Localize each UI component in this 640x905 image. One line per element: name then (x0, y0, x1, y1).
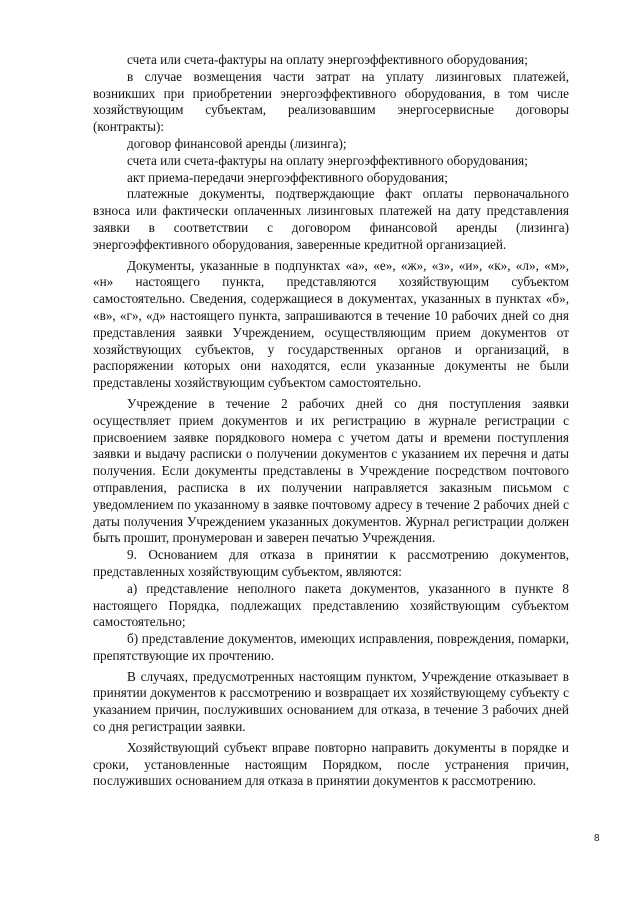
page-number: 8 (594, 833, 600, 844)
paragraph-5: акт приема-передачи энергоэффективного оборудования; (127, 169, 448, 185)
paragraph-2: в случае возмещения части затрат на уплату лизинговых платежей, возникших при приобретении энергоэффективного оборудования, в том числе хозяйствующим субъектам, реализовавшим энергосервисные договоры (контракты): (93, 68, 569, 135)
paragraph-6: платежные документы, подтверждающие факт оплаты первоначального взноса или фактически оплаченных лизинговых платежей на дату представления заявки в соответствии с договором финансовой аренды (лизинга) энергоэффективного оборудования, заверенные кредитной организацией. (93, 186, 569, 252)
paragraph-11: б) представление документов, имеющих исправления, повреждения, помарки, препятствующие их прочтению. (93, 631, 569, 663)
paragraph-12: В случаях, предусмотренных настоящим пунктом, Учреждение отказывает в принятии документов к рассмотрению и возвращает их хозяйствующему субъекту с указанием причин, послуживших основанием для отказа, в течение 3 рабочих дней со дня регистрации заявки. (93, 668, 569, 735)
paragraph-7: Документы, указанные в подпунктах «а», «е», «ж», «з», «и», «к», «л», «м», «н» настоящего пункта, представляются хозяйствующим субъектом самостоятельно. Сведения, содержащиеся в документах, указанных в пунктах «б», «в», «г», «д» настоящего пункта, запрашиваются в течение 10 рабочих дней со дня представления заявки Учреждением, осуществляющим прием документов от хозяйствующих субъектов, у государственных органов и организаций, в распоряжении которых они находятся, если указанные документы не были представлены хозяйствующим субъектом самостоятельно. (93, 257, 569, 391)
paragraph-4: счета или счета-фактуры на оплату энергоэффективного оборудования; (127, 152, 528, 168)
paragraph-8: Учреждение в течение 2 рабочих дней со дня поступления заявки осуществляет прием документов и их регистрацию в журнале регистрации с присвоением заявке порядкового номера с учетом даты и времени поступления заявки и выдачу расписки о получении документов с указанием их перечня и даты получения. Если документы представлены в Учреждение посредством почтового отправления, расписка в их получении направляется заказным письмом с уведомлением по указанному в заявке почтовому адресу в течение 2 рабочих дней с даты получения Учреждением указанных документов. Журнал регистрации должен быть прошит, пронумерован и заверен печатью Учреждения. (93, 395, 569, 546)
paragraph-3: договор финансовой аренды (лизинга); (127, 135, 347, 151)
paragraph-13: Хозяйствующий субъект вправе повторно направить документы в порядке и сроки, установленные настоящим Порядком, после устранения причин, послуживших основанием для отказа в принятии документов к рассмотрению. (93, 739, 569, 789)
document-body (93, 52, 569, 790)
paragraph-1: счета или счета-фактуры на оплату энергоэффективного оборудования; (127, 52, 528, 67)
paragraph-9: 9. Основанием для отказа в принятии к рассмотрению документов, представленных хозяйствующим субъектом, являются: (93, 547, 569, 579)
paragraph-10: а) представление неполного пакета документов, указанного в пункте 8 настоящего Порядка, подлежащих представлению хозяйствующим субъектом самостоятельно; (93, 580, 569, 630)
